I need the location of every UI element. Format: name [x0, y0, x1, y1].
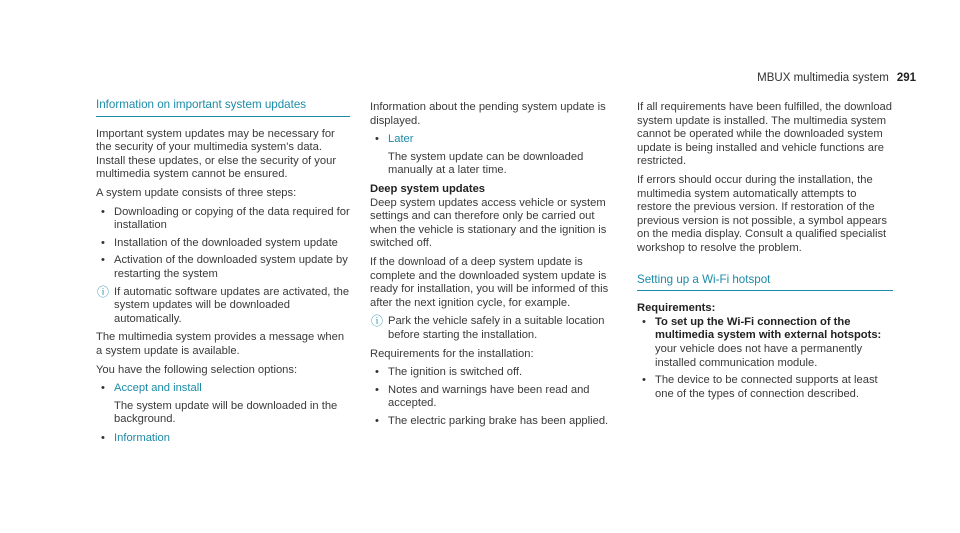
requirements-list	[637, 316, 893, 402]
requirements-list	[370, 366, 624, 428]
steps-list	[96, 206, 350, 282]
subheading-deep-updates: Deep system updates	[370, 182, 486, 195]
paragraph: Requirements for the installation:	[370, 347, 534, 360]
paragraph: Important system updates may be necessary for the security of your multimedia system's data. Install these updates, or else the security of your multimedia system cannot be ensured.	[96, 127, 337, 181]
section-heading-wifi-hotspot: Setting up a Wi-Fi hotspot	[637, 273, 893, 292]
requirement-text: your vehicle does not have a permanently installed communication module.	[655, 342, 863, 369]
option-description: Information about the pending system update is displayed.	[370, 101, 606, 127]
list-item: • The ignition is switched off.	[370, 366, 624, 380]
note	[96, 286, 350, 327]
list-item: • The electric parking brake has been applied.	[370, 415, 624, 429]
list-item: • The device to be connected supports at least one of the types of connection described.	[637, 374, 893, 401]
paragraph: You have the following selection options:	[96, 363, 298, 376]
info-icon: ⓘ	[371, 314, 384, 329]
section-heading-system-updates: Information on important system updates	[96, 98, 350, 117]
option-information: Information	[114, 431, 170, 444]
page-header	[757, 72, 916, 86]
paragraph: If errors should occur during the installation, the multimedia system automatically attempts to restore the previous version. If restoration of the previous version is not possible, a symbol appears on the media display. Consult a qualified specialist workshop to resolve the problem.	[637, 173, 887, 254]
note-text: If automatic software updates are activated, the system updates will be downloaded automatically.	[114, 285, 350, 325]
paragraph: If the download of a deep system update is complete and the downloaded system update is ready for installation, you will be informed of this after the next ignition cycle, for example.	[370, 255, 609, 309]
list-item: • Installation of the downloaded system update	[96, 237, 350, 251]
note-text: Park the vehicle safely in a suitable location before starting the installation.	[388, 315, 605, 341]
header-title: MBUX multimedia system	[757, 72, 889, 84]
column-3	[637, 101, 893, 405]
note	[370, 315, 624, 342]
paragraph: If all requirements have been fulfilled, the download system update is installed. The multimedia system cannot be operated while the downloaded system update is being installed and vehicle functions are restricted.	[637, 101, 892, 168]
option-later: Later	[388, 133, 414, 146]
column-2	[370, 101, 624, 432]
option-accept-install: Accept and install	[114, 382, 202, 395]
paragraph: A system update consists of three steps:	[96, 186, 297, 199]
paragraph: The multimedia system provides a message when a system update is available.	[96, 331, 345, 357]
page-number: 291	[896, 72, 916, 84]
options-list	[370, 133, 624, 147]
requirement-bold: To set up the Wi-Fi connection of the multimedia system with external hotspots:	[655, 315, 882, 342]
list-item: • Downloading or copying of the data required for installation	[96, 206, 350, 233]
list-item	[370, 133, 624, 147]
paragraph: Deep system updates access vehicle or system settings and can therefore only be carried out when the vehicle is stationary and the ignition is switched off.	[370, 196, 607, 250]
list-item	[637, 316, 893, 370]
options-list	[96, 432, 350, 446]
option-description: The system update can be downloaded manually at a later time.	[388, 150, 584, 177]
list-item: • Notes and warnings have been read and accepted.	[370, 384, 624, 411]
option-description: The system update will be downloaded in the background.	[114, 399, 338, 426]
list-item	[96, 432, 350, 446]
requirements-heading: Requirements:	[637, 302, 716, 315]
column-1	[96, 98, 350, 449]
info-icon: ⓘ	[97, 284, 110, 299]
list-item: • Activation of the downloaded system update by restarting the system	[96, 254, 350, 281]
options-list	[96, 382, 350, 396]
list-item	[96, 382, 350, 396]
